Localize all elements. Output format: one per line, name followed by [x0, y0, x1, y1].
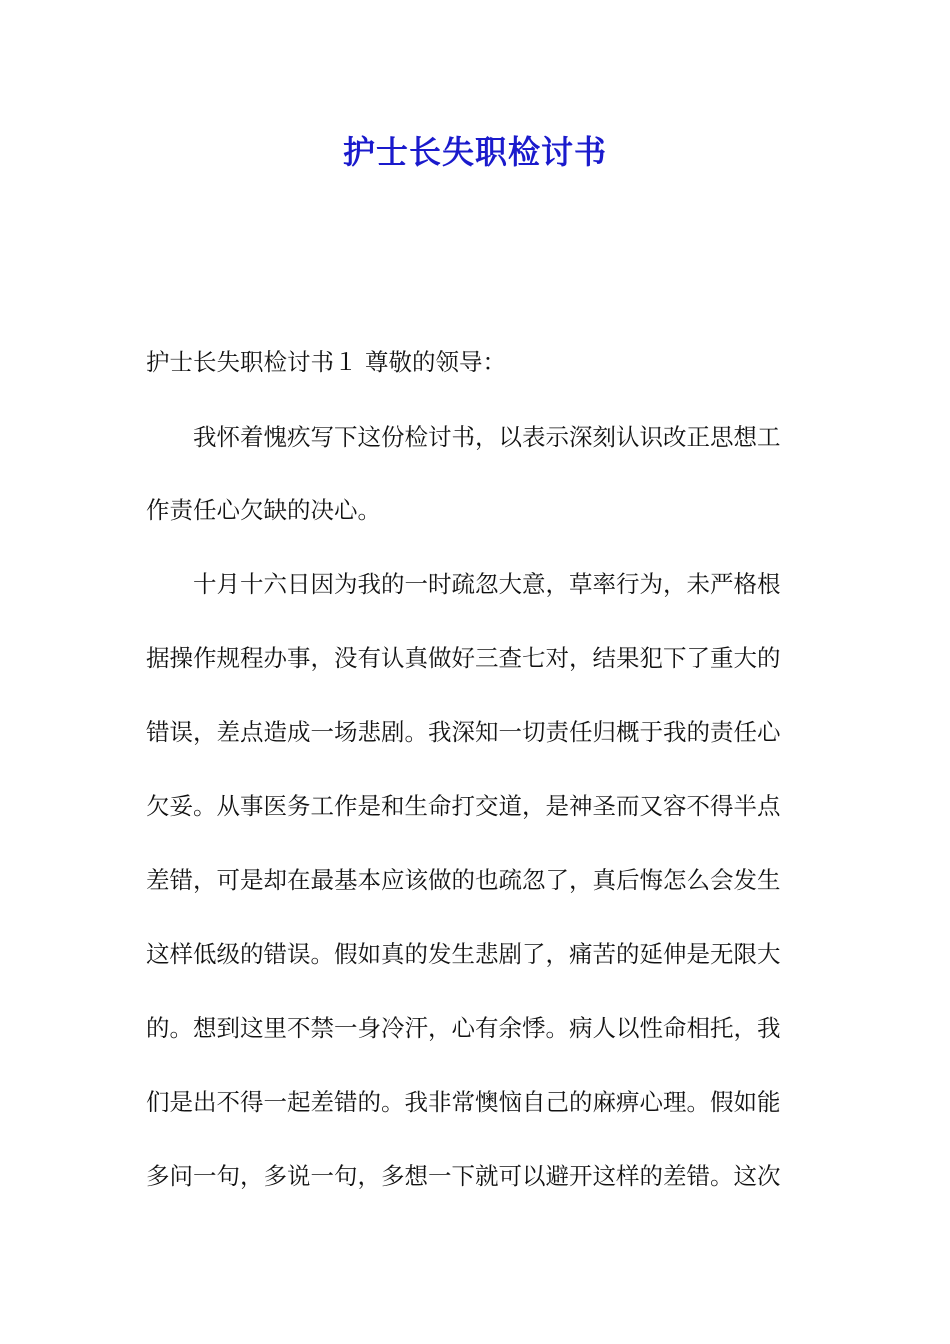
paragraph-line: 错误，差点造成一场悲剧。我深知一切责任归概于我的责任心: [146, 718, 781, 746]
paragraph-line: 多问一句，多说一句，多想一下就可以避开这样的差错。这次: [146, 1162, 781, 1190]
paragraph-line: 差错，可是却在最基本应该做的也疏忽了，真后悔怎么会发生: [146, 866, 781, 894]
salutation-line: 护士长失职检讨书１ 尊敬的领导：: [146, 348, 506, 376]
paragraph-line: 作责任心欠缺的决心。: [146, 496, 381, 524]
paragraph-line: 据操作规程办事，没有认真做好三查七对，结果犯下了重大的: [146, 644, 781, 672]
paragraph-line: 欠妥。从事医务工作是和生命打交道，是神圣而又容不得半点: [146, 792, 781, 820]
document-title: 护士长失职检讨书: [342, 133, 607, 171]
paragraph-line: 我怀着愧疚写下这份检讨书，以表示深刻认识改正思想工: [193, 423, 781, 451]
paragraph-line: 的。想到这里不禁一身冷汗，心有余悸。病人以性命相托，我: [146, 1014, 781, 1042]
paragraph-line: 十月十六日因为我的一时疏忽大意，草率行为，未严格根: [193, 570, 781, 598]
paragraph-line: 们是出不得一起差错的。我非常懊恼自己的麻痹心理。假如能: [146, 1088, 781, 1116]
paragraph-line: 这样低级的错误。假如真的发生悲剧了，痛苦的延伸是无限大: [146, 940, 781, 968]
